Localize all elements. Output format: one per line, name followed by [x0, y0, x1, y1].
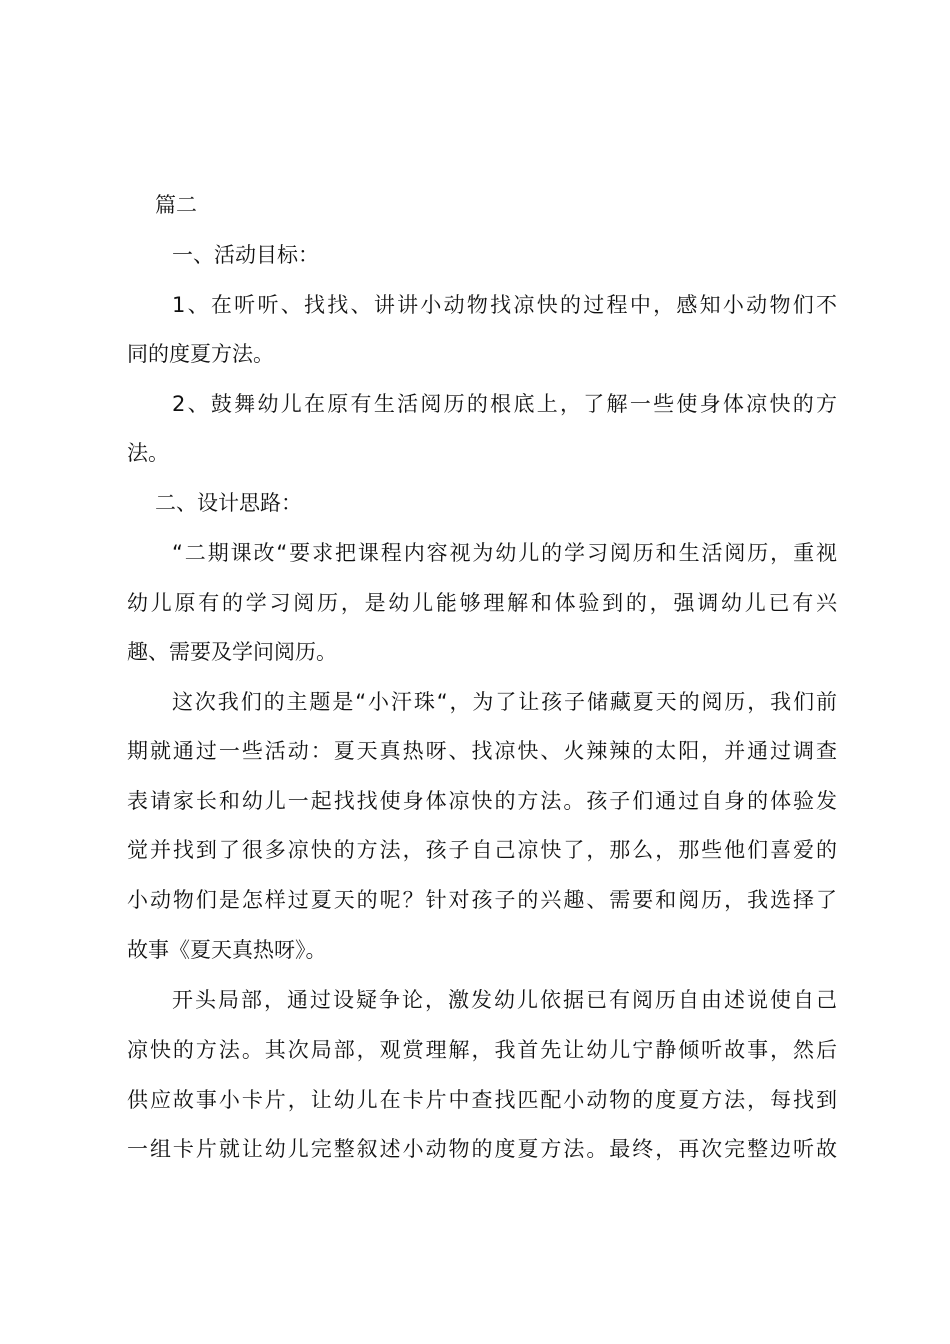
paragraph-3-line-2: 凉快的方法。其次局部，观赏理解，我首先让幼儿宁静倾听故事，然后 [127, 1038, 837, 1062]
section-title: 篇二 [155, 193, 197, 217]
paragraph-2-line-1: 这次我们的主题是“小汗珠“，为了让孩子储藏夏天的阅历，我们前 [172, 690, 837, 714]
goal-2-line-1: 2、鼓舞幼儿在原有生活阅历的根底上，了解一些使身体凉快的方 [172, 392, 837, 416]
paragraph-1-line-1: “二期课改“要求把课程内容视为幼儿的学习阅历和生活阅历，重视 [172, 541, 837, 565]
paragraph-2-line-6: 故事《夏天真热呀》。 [127, 938, 327, 962]
paragraph-3-line-1: 开头局部，通过设疑争论，激发幼儿依据已有阅历自由述说使自己 [172, 988, 837, 1012]
paragraph-3-line-4: 一组卡片就让幼儿完整叙述小动物的度夏方法。最终，再次完整边听故 [127, 1137, 837, 1161]
goal-1-line-1: 1、在听听、找找、讲讲小动物找凉快的过程中，感知小动物们不 [172, 293, 837, 317]
heading-design-ideas: 二、设计思路： [155, 491, 302, 515]
goal-1-line-2: 同的度夏方法。 [127, 342, 274, 366]
heading-activity-goals: 一、活动目标： [172, 243, 319, 267]
goal-2-line-2: 法。 [127, 441, 169, 465]
paragraph-1-line-3: 趣、需要及学问阅历。 [127, 640, 337, 664]
paragraph-3-line-3: 供应故事小卡片，让幼儿在卡片中查找匹配小动物的度夏方法，每找到 [127, 1088, 837, 1112]
paragraph-1-line-2: 幼儿原有的学习阅历，是幼儿能够理解和体验到的，强调幼儿已有兴 [127, 591, 837, 615]
paragraph-2-line-4: 觉并找到了很多凉快的方法，孩子自己凉快了，那么，那些他们喜爱的 [127, 838, 837, 862]
paragraph-2-line-3: 表请家长和幼儿一起找找使身体凉快的方法。孩子们通过自身的体验发 [127, 789, 837, 813]
paragraph-2-line-2: 期就通过一些活动：夏天真热呀、找凉快、火辣辣的太阳，并通过调查 [127, 739, 837, 763]
paragraph-2-line-5: 小动物们是怎样过夏天的呢？针对孩子的兴趣、需要和阅历，我选择了 [127, 888, 837, 912]
